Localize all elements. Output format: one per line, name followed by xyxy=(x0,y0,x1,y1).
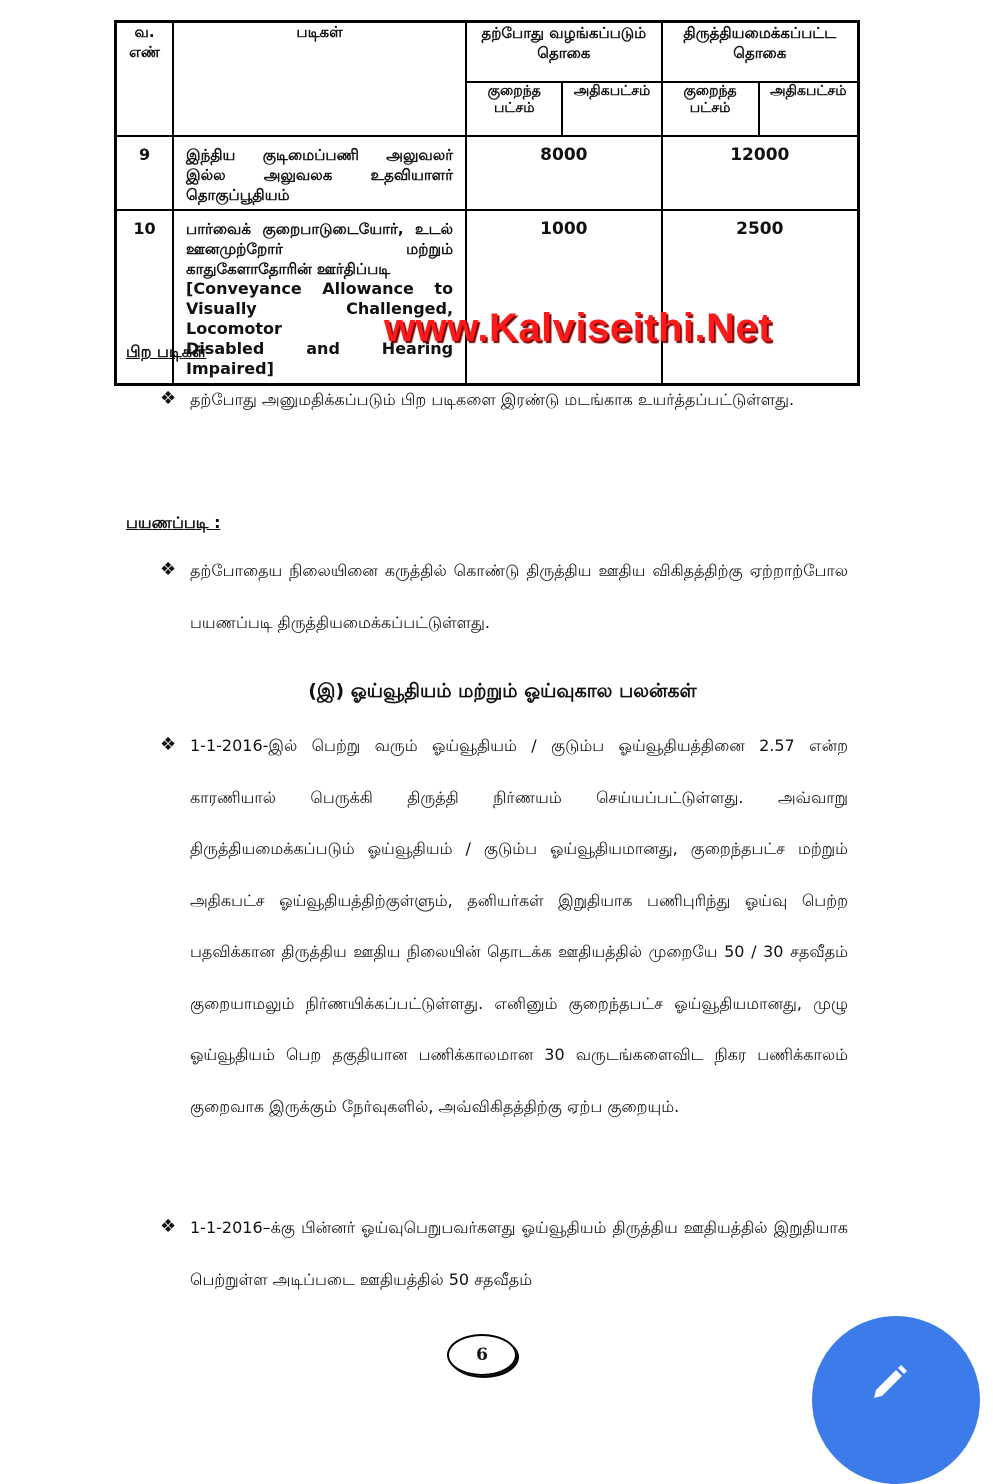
header-current-max: அதிகபட்சம் xyxy=(562,82,661,136)
travel-allowance-heading: பயணப்படி : xyxy=(126,513,221,532)
edit-fab-button[interactable] xyxy=(812,1316,980,1484)
bullet-text: 1-1-2016–க்கு பின்னர் ஓய்வுபெறுபவர்களது ஓய்வூதியம் திருத்திய ஊதியத்தில் இறுதியாக பெற்றுள்ள அடிப்படை ஊதியத்தில் 50 சதவீதம் xyxy=(190,1218,848,1289)
bullet-diamond-icon: ❖ xyxy=(160,1216,177,1237)
pension-bullet xyxy=(160,734,848,1132)
header-allowance: படிகள் xyxy=(173,22,466,137)
bullet-text: தற்போதைய நிலையினை கருத்தில் கொண்டு திருத்திய ஊதிய விகிதத்திற்கு ஏற்றாற்போல பயணப்படி திருத்தியமைக்கப்பட்டுள்ளது. xyxy=(190,561,848,632)
pencil-icon xyxy=(870,1360,910,1400)
row-description-tamil: இந்திய குடிமைப்பணி அலுவலர் இல்ல அலுவலக உதவியாளர் தொகுப்பூதியம் xyxy=(186,146,454,204)
row-description-english-line: [Conveyance Allowance to xyxy=(186,279,454,298)
pension-section-title: (இ) ஓய்வூதியம் மற்றும் ஓய்வுகால பலன்கள் xyxy=(308,680,697,702)
watermark: www.Kalviseithi.Net xyxy=(384,306,773,350)
header-current-amount: தற்போது வழங்கப்படும் தொகை xyxy=(466,22,662,83)
row-description-english-line: Visually Challenged, Locomotor xyxy=(186,299,454,338)
page-number: 6 xyxy=(447,1334,517,1376)
table-header-row xyxy=(116,22,859,83)
bullet-text: 1-1-2016-இல் பெற்று வரும் ஓய்வூதியம் / குடும்ப ஓய்வூதியத்தினை 2.57 என்ற காரணியால் பெருக்கி திருத்தி நிர்ணயம் செய்யப்பட்டுள்ளது. அவ்வாறு திருத்தியமைக்கப்படும் ஓய்வூதியம் / குடும்ப ஓய்வூதியமானது, குறைந்தபட்ச மற்றும் அதிகபட்ச ஓய்வூதியத்திற்குள்ளும், தனியர்கள் இறுதியாக பணிபுரிந்து ஓய்வு பெற்ற பதவிக்கான திருத்திய ஊதிய நிலையின் தொடக்க ஊதியத்தில் முறையே 50 / 30 சதவீதம் குறையாமலும் நிர்ணயிக்கப்பட்டுள்ளது. எனினும் குறைந்தபட்ச ஓய்வூதியமானது, முழு ஓய்வூதியம் பெற தகுதியான பணிக்காலமான 30 வருடங்களைவிட நிகர பணிக்காலம் குறைவாக இருக்கும் நேர்வுகளில், அவ்விகிதத்திற்கு ஏற்ப குறையும். xyxy=(190,736,848,1116)
row-current-amount: 1000 xyxy=(466,210,662,385)
row-description-tamil: பார்வைக் குறைபாடுடையோர், உடல் ஊனமுற்றோர் மற்றும் காதுகேளாதோரின் ஊர்திப்படி xyxy=(186,220,454,278)
header-serial-no: வ. எண் xyxy=(116,22,174,137)
pension-bullet xyxy=(160,1216,848,1305)
header-revised-max: அதிகபட்சம் xyxy=(759,82,859,136)
row-description-english-line: Disabled and Hearing Impaired] xyxy=(186,339,454,378)
table-row xyxy=(116,136,859,210)
row-revised-amount: 2500 xyxy=(662,210,859,385)
bullet-text: தற்போது அனுமதிக்கப்படும் பிற படிகளை இரண்டு மடங்காக உயர்த்தப்பட்டுள்ளது. xyxy=(190,390,795,409)
travel-allowance-bullet xyxy=(160,559,848,648)
bullet-diamond-icon: ❖ xyxy=(160,734,177,755)
other-allowances-heading: பிற படிகள் xyxy=(126,342,207,361)
row-description xyxy=(173,210,466,385)
row-number: 10 xyxy=(116,210,174,385)
header-current-min: குறைந்த பட்சம் xyxy=(466,82,562,136)
row-number: 9 xyxy=(116,136,174,210)
row-current-amount: 8000 xyxy=(466,136,662,210)
header-revised-min: குறைந்த பட்சம் xyxy=(662,82,759,136)
header-revised-amount: திருத்தியமைக்கப்பட்ட தொகை xyxy=(662,22,859,83)
row-revised-amount: 12000 xyxy=(662,136,859,210)
other-allowances-bullet xyxy=(160,388,848,426)
table-row xyxy=(116,210,859,385)
bullet-diamond-icon: ❖ xyxy=(160,559,177,580)
row-description xyxy=(173,136,466,210)
bullet-diamond-icon: ❖ xyxy=(160,388,177,409)
